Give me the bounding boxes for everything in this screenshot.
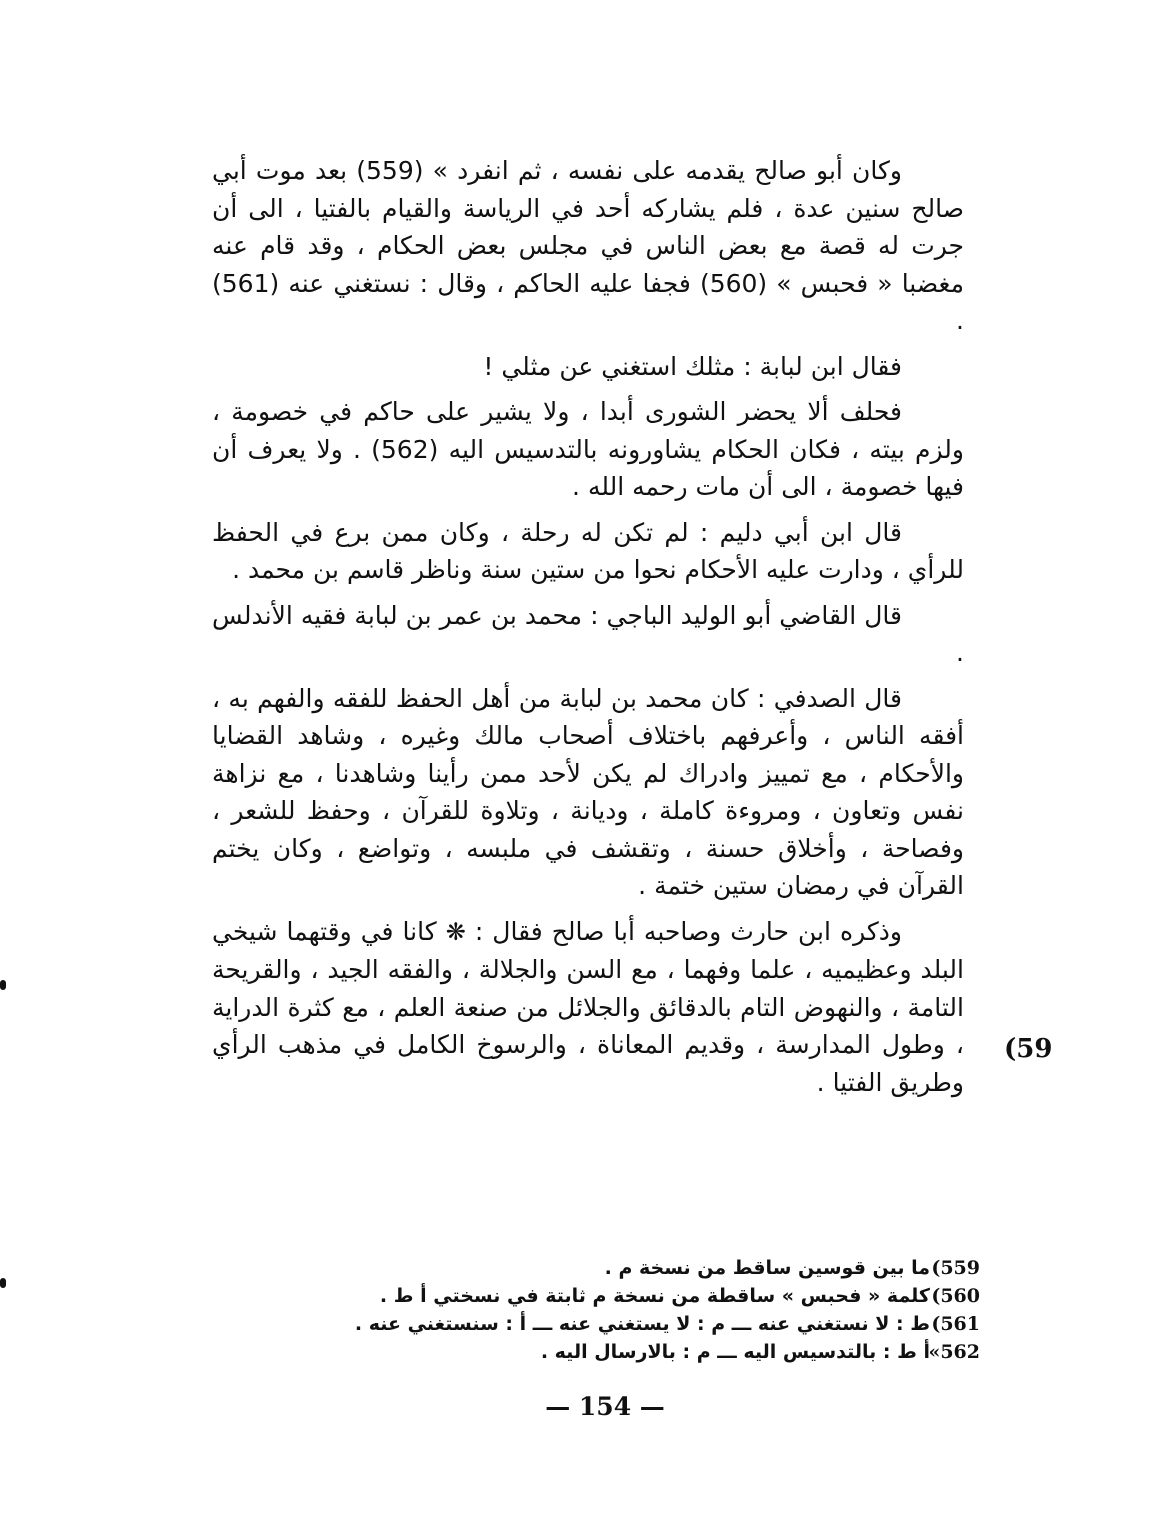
footnote-text: ط : لا نستغني عنه ـــ م : لا يستغني عنه ـــ أ : سنستغني عنه .	[354, 1313, 930, 1335]
footnote-text: ما بين قوسين ساقط من نسخة م .	[604, 1257, 930, 1279]
star-icon: ❋	[445, 917, 466, 946]
footnotes	[280, 1254, 980, 1366]
footnote-560	[280, 1282, 980, 1310]
scan-artifact	[0, 1278, 6, 1288]
paragraph-5: قال القاضي أبو الوليد الباجي : محمد بن عمر بن لبابة فقيه الأندلس .	[212, 600, 964, 667]
paragraph-7-quote: كانا في وقتهما شيخي البلد وعظيميه ، علما وفهما ، مع السن والجلالة ، والفقه الجيد ، والقريحة التامة ، والنهوض التام بالدقائق والجلائل من صنعة العلم ، مع كثرة الدراية ، وطول المدارسة ، وقديم المعاناة ، والرسوخ الكامل في مذهب الرأي وطريق الفتيا .	[212, 916, 964, 1097]
footnote-number: 561)	[931, 1313, 980, 1335]
footnote-number: 562»	[928, 1341, 980, 1363]
footnote-number: 559)	[931, 1257, 980, 1279]
footnote-number: 560)	[931, 1285, 980, 1307]
paragraph-6: قال الصدفي : كان محمد بن لبابة من أهل الحفظ للفقه والفهم به ، أفقه الناس ، وأعرفهم باختلاف أصحاب مالك وغيره ، وشاهد القضايا والأحكام ، مع تمييز وادراك لم يكن لأحد ممن رأينا وشاهدنا ، مع نزاهة نفس وتعاون ، ومروءة كاملة ، وديانة ، وتلاوة للقرآن ، وحفظ للشعر ، وفصاحة ، وأخلاق حسنة ، وتقشف في ملبسه ، وتواضع ، وكان يختم القرآن في رمضان ستين ختمة .	[212, 683, 964, 900]
paragraph-7	[212, 913, 964, 1102]
footnote-text: كلمة « فحبس » ساقطة من نسخة م ثابتة في نسختي أ ط .	[379, 1285, 930, 1307]
footnote-561	[280, 1310, 980, 1338]
paragraph-7-intro: وذكره ابن حارث وصاحبه أبا صالح فقال :	[474, 916, 902, 946]
paragraph-1: وكان أبو صالح يقدمه على نفسه ، ثم انفرد » (559) بعد موت أبي صالح سنين عدة ، فلم يشاركه أحد في الرياسة والقيام بالفتيا ، الى أن جرت له قصة مع بعض الناس في مجلس بعض الحكام ، وقد قام عنه مغضبا « فحبس » (560) فجفا عليه الحاكم ، وقال : نستغني عنه (561) .	[212, 156, 964, 335]
margin-folio-note: (59	[1004, 1034, 1053, 1064]
main-text	[212, 152, 964, 1109]
paragraph-2: فقال ابن لبابة : مثلك استغني عن مثلي !	[483, 351, 902, 381]
scan-artifact	[0, 980, 6, 990]
footnote-562	[280, 1338, 980, 1366]
paragraph-4: قال ابن أبي دليم : لم تكن له رحلة ، وكان ممن برع في الحفظ للرأي ، ودارت عليه الأحكام نحوا من ستين سنة وناظر قاسم بن محمد .	[212, 517, 964, 584]
paragraph-3: فحلف ألا يحضر الشورى أبدا ، ولا يشير على حاكم في خصومة ، ولزم بيته ، فكان الحكام يشاورونه بالتدسيس اليه (562) . ولا يعرف أن فيها خصومة ، الى أن مات رحمه الله .	[212, 397, 964, 501]
footnote-559	[280, 1254, 980, 1282]
footnote-text: أ ط : بالتدسيس اليه ـــ م : بالارسال اليه .	[540, 1341, 930, 1363]
page-number: — 154 —	[545, 1392, 665, 1421]
